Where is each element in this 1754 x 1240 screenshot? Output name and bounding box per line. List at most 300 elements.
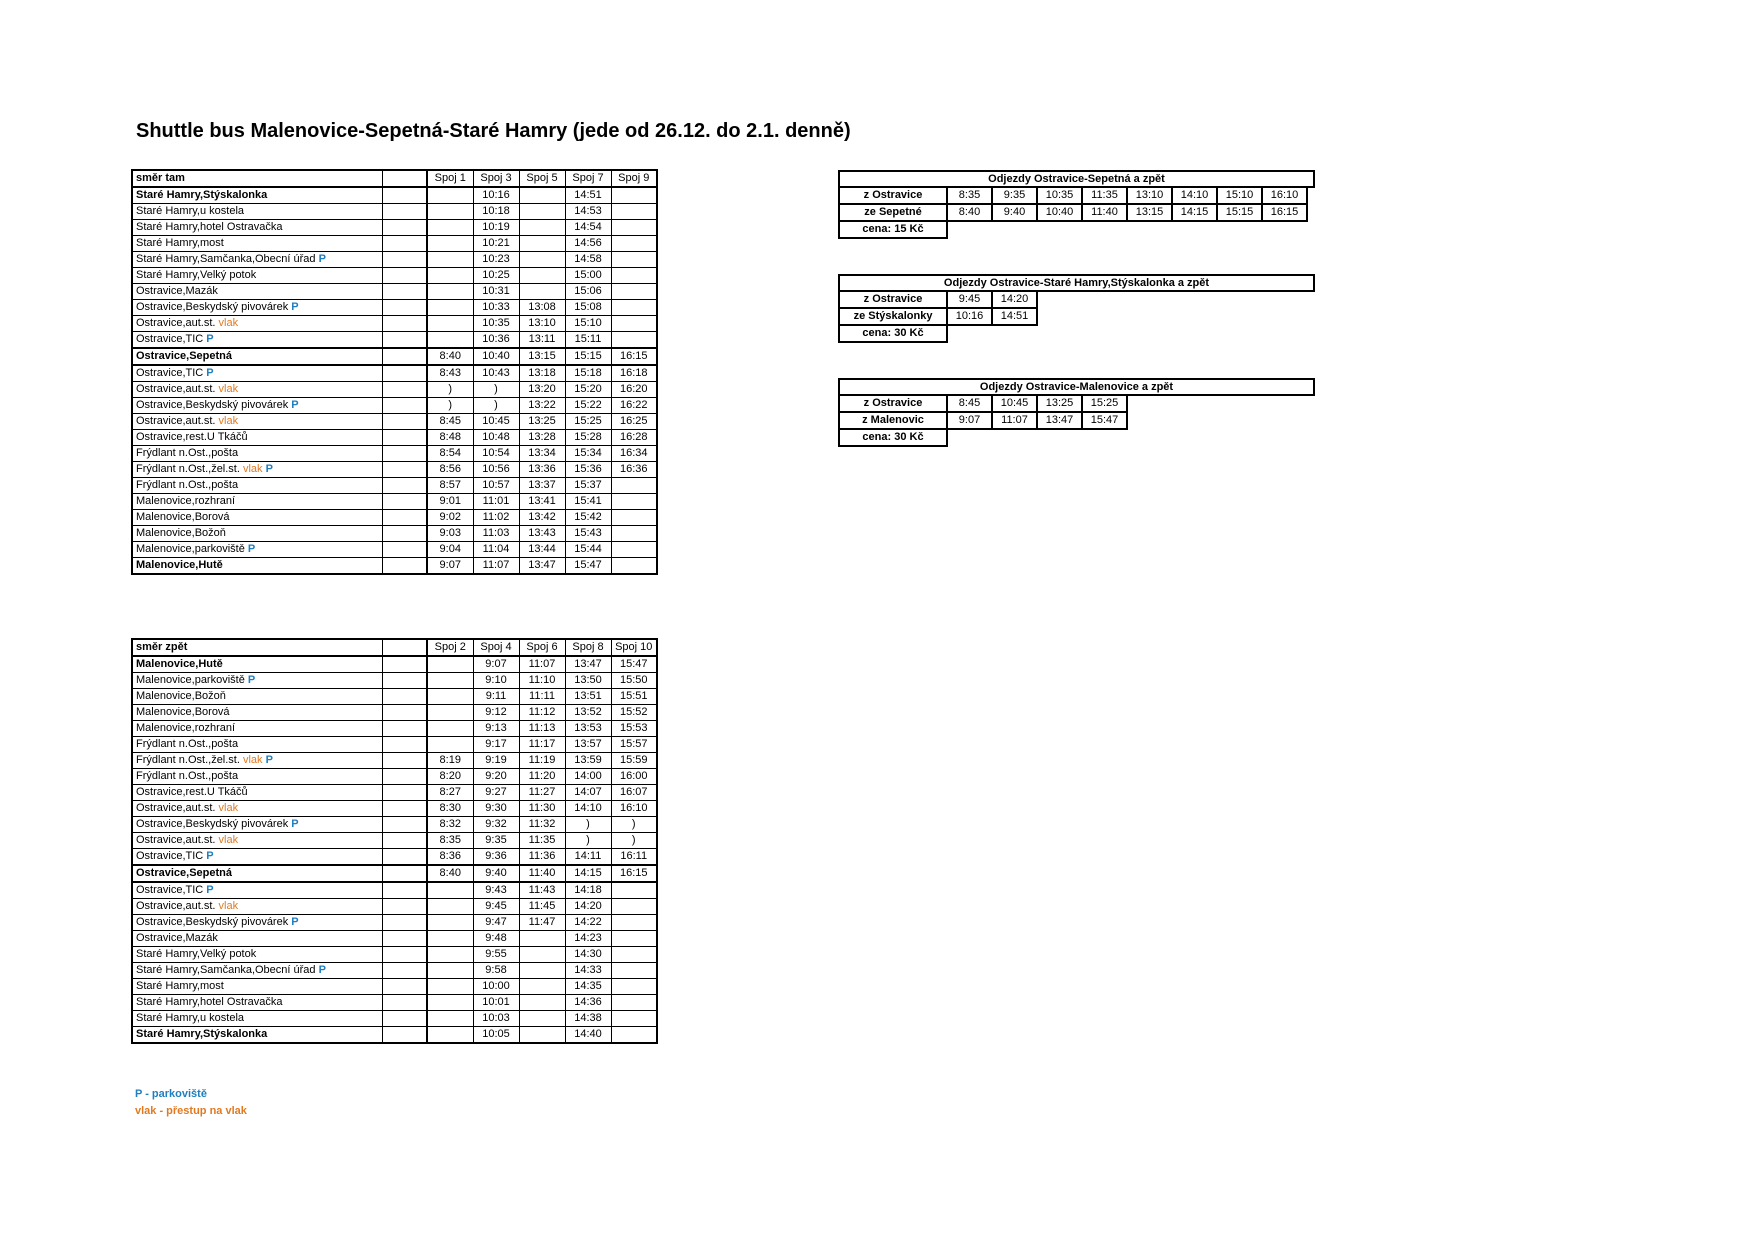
- time-cell: 13:57: [565, 737, 611, 753]
- time-cell: 15:59: [611, 753, 657, 769]
- time-cell: 11:35: [519, 833, 565, 849]
- direction-label: směr tam: [132, 170, 382, 187]
- table-row: [132, 753, 657, 769]
- time-cell: 14:51: [565, 187, 611, 204]
- time-cell: 13:47: [1037, 412, 1082, 429]
- table-row: [132, 785, 657, 801]
- stop-name: [132, 931, 382, 947]
- time-cell: 13:53: [565, 721, 611, 737]
- spacer-cell: [382, 1011, 427, 1027]
- table-row: [132, 689, 657, 705]
- table-row: [132, 398, 657, 414]
- stop-label: Staré Hamry,hotel Ostravačka: [136, 996, 283, 1008]
- parking-marker: P: [206, 850, 214, 862]
- stop-name: [132, 656, 382, 673]
- time-cell: [611, 220, 657, 236]
- trip-header: Spoj 3: [473, 170, 519, 187]
- time-cell: 13:36: [519, 462, 565, 478]
- time-cell: [427, 947, 473, 963]
- side-row-label: ze Sepetné: [839, 204, 947, 221]
- time-cell: 14:33: [565, 963, 611, 979]
- stop-label: Ostravice,rest.U Tkáčů: [136, 786, 248, 798]
- side-timetable: [838, 186, 1308, 239]
- table-row: [132, 365, 657, 382]
- time-cell: 9:01: [427, 494, 473, 510]
- stop-label: Ostravice,Sepetná: [136, 350, 232, 362]
- time-cell: [519, 236, 565, 252]
- spacer-cell: [382, 365, 427, 382]
- side-row: [839, 204, 1307, 221]
- time-cell: [427, 915, 473, 931]
- time-cell: 9:11: [473, 689, 519, 705]
- time-cell: 8:40: [427, 348, 473, 365]
- time-cell: 9:10: [473, 673, 519, 689]
- train-marker: vlak: [218, 834, 239, 846]
- time-cell: 8:45: [947, 395, 992, 412]
- time-cell: 14:18: [565, 882, 611, 899]
- time-cell: 9:48: [473, 931, 519, 947]
- stop-label: Ostravice,TIC: [136, 850, 204, 862]
- time-cell: [611, 204, 657, 220]
- stop-label: Malenovice,Hutě: [136, 559, 223, 571]
- time-cell: 13:25: [519, 414, 565, 430]
- spacer-cell: [382, 721, 427, 737]
- stop-name: [132, 865, 382, 882]
- spacer-cell: [382, 931, 427, 947]
- stop-name: [132, 365, 382, 382]
- time-cell: 10:05: [473, 1027, 519, 1044]
- stop-label: Ostravice,TIC: [136, 367, 204, 379]
- table-row: [132, 252, 657, 268]
- time-cell: 15:18: [565, 365, 611, 382]
- stop-label: Staré Hamry,most: [136, 237, 224, 249]
- time-cell: [519, 268, 565, 284]
- time-cell: 10:00: [473, 979, 519, 995]
- time-cell: [519, 1027, 565, 1044]
- table-row: [132, 833, 657, 849]
- time-cell: 14:23: [565, 931, 611, 947]
- time-cell: ): [611, 817, 657, 833]
- spacer-cell: [382, 673, 427, 689]
- time-cell: 10:35: [473, 316, 519, 332]
- time-cell: [611, 300, 657, 316]
- time-cell: 11:02: [473, 510, 519, 526]
- time-cell: 9:47: [473, 915, 519, 931]
- time-cell: 13:52: [565, 705, 611, 721]
- time-cell: 14:56: [565, 236, 611, 252]
- time-cell: 13:11: [519, 332, 565, 349]
- time-cell: 11:01: [473, 494, 519, 510]
- spacer-cell: [382, 268, 427, 284]
- time-cell: 11:17: [519, 737, 565, 753]
- time-cell: 8:32: [427, 817, 473, 833]
- time-cell: 10:33: [473, 300, 519, 316]
- time-cell: [611, 236, 657, 252]
- time-cell: 15:52: [611, 705, 657, 721]
- side-timetable: [838, 290, 1038, 343]
- time-cell: 14:36: [565, 995, 611, 1011]
- time-cell: [427, 252, 473, 268]
- side-table-title: Odjezdy Ostravice-Staré Hamry,Stýskalonka a zpět: [838, 274, 1315, 292]
- stop-label: Malenovice,Borová: [136, 706, 230, 718]
- time-cell: 15:15: [1217, 204, 1262, 221]
- stop-label: Ostravice,aut.st.: [136, 317, 216, 329]
- time-cell: 13:47: [519, 558, 565, 575]
- spacer-cell: [382, 1027, 427, 1044]
- time-cell: 15:10: [1217, 187, 1262, 204]
- stop-label: Staré Hamry,Velký potok: [136, 948, 257, 960]
- time-cell: 14:07: [565, 785, 611, 801]
- train-marker: vlak: [218, 900, 239, 912]
- stop-label: Staré Hamry,u kostela: [136, 1012, 245, 1024]
- time-cell: ): [565, 817, 611, 833]
- time-cell: [611, 1027, 657, 1044]
- time-cell: [427, 204, 473, 220]
- time-cell: [611, 494, 657, 510]
- time-cell: 15:22: [565, 398, 611, 414]
- time-cell: 9:12: [473, 705, 519, 721]
- parking-marker: P: [318, 964, 326, 976]
- time-cell: 8:35: [947, 187, 992, 204]
- stop-name: [132, 478, 382, 494]
- table-row: [132, 769, 657, 785]
- stop-label: Ostravice,aut.st.: [136, 834, 216, 846]
- time-cell: 14:10: [1172, 187, 1217, 204]
- stop-name: [132, 510, 382, 526]
- time-cell: [611, 963, 657, 979]
- time-cell: [427, 931, 473, 947]
- table-row: [132, 882, 657, 899]
- stop-name: [132, 801, 382, 817]
- time-cell: [427, 220, 473, 236]
- spacer-cell: [382, 817, 427, 833]
- stop-label: Ostravice,aut.st.: [136, 383, 216, 395]
- stop-name: [132, 236, 382, 252]
- stop-name: [132, 204, 382, 220]
- parking-marker: P: [291, 818, 299, 830]
- spacer-cell: [382, 833, 427, 849]
- stop-label: Staré Hamry,most: [136, 980, 224, 992]
- time-cell: 15:50: [611, 673, 657, 689]
- time-cell: 15:47: [1082, 412, 1127, 429]
- time-cell: 13:37: [519, 478, 565, 494]
- stop-label: Staré Hamry,Samčanka,Obecní úřad: [136, 253, 316, 265]
- time-cell: 11:27: [519, 785, 565, 801]
- time-cell: 10:40: [1037, 204, 1082, 221]
- table-row: [132, 204, 657, 220]
- train-marker: vlak: [218, 802, 239, 814]
- time-cell: 13:10: [519, 316, 565, 332]
- time-cell: [427, 705, 473, 721]
- side-row-label: z Ostravice: [839, 395, 947, 412]
- time-cell: 10:54: [473, 446, 519, 462]
- time-cell: 16:15: [1262, 204, 1307, 221]
- time-cell: 9:32: [473, 817, 519, 833]
- time-cell: 11:40: [519, 865, 565, 882]
- time-cell: [427, 995, 473, 1011]
- time-cell: 9:27: [473, 785, 519, 801]
- time-cell: 15:25: [1082, 395, 1127, 412]
- price-label: cena: 15 Kč: [839, 221, 947, 238]
- time-cell: 11:12: [519, 705, 565, 721]
- stop-label: Ostravice,Sepetná: [136, 867, 232, 879]
- time-cell: 13:15: [1127, 204, 1172, 221]
- table-row: [132, 995, 657, 1011]
- time-cell: 16:00: [611, 769, 657, 785]
- time-cell: 13:43: [519, 526, 565, 542]
- time-cell: 14:35: [565, 979, 611, 995]
- stop-name: [132, 963, 382, 979]
- time-cell: 13:25: [1037, 395, 1082, 412]
- side-row-label: z Ostravice: [839, 291, 947, 308]
- stop-label: Staré Hamry,Stýskalonka: [136, 189, 268, 201]
- time-cell: [611, 899, 657, 915]
- time-cell: 10:19: [473, 220, 519, 236]
- spacer-cell: [382, 220, 427, 236]
- time-cell: 16:15: [611, 348, 657, 365]
- side-table-title: Odjezdy Ostravice-Malenovice a zpět: [838, 378, 1315, 396]
- time-cell: 16:15: [611, 865, 657, 882]
- time-cell: 16:07: [611, 785, 657, 801]
- spacer-cell: [382, 252, 427, 268]
- stop-label: Ostravice,aut.st.: [136, 415, 216, 427]
- time-cell: 11:04: [473, 542, 519, 558]
- time-cell: ): [473, 398, 519, 414]
- spacer-cell: [382, 332, 427, 349]
- time-cell: 9:19: [473, 753, 519, 769]
- table-header-row: [132, 170, 657, 187]
- time-cell: 10:45: [473, 414, 519, 430]
- time-cell: 10:23: [473, 252, 519, 268]
- time-cell: 8:40: [947, 204, 992, 221]
- spacer-cell: [382, 963, 427, 979]
- time-cell: [519, 252, 565, 268]
- time-cell: 15:28: [565, 430, 611, 446]
- stop-label: Malenovice,Božoň: [136, 690, 226, 702]
- spacer-cell: [382, 510, 427, 526]
- time-cell: 15:15: [565, 348, 611, 365]
- time-cell: 15:06: [565, 284, 611, 300]
- time-cell: 14:20: [565, 899, 611, 915]
- train-marker: vlak: [218, 383, 239, 395]
- time-cell: 10:45: [992, 395, 1037, 412]
- time-cell: 11:10: [519, 673, 565, 689]
- stop-name: [132, 785, 382, 801]
- stop-name: [132, 899, 382, 915]
- time-cell: 10:16: [473, 187, 519, 204]
- time-cell: 10:03: [473, 1011, 519, 1027]
- table-row: [132, 510, 657, 526]
- direction-label: směr zpět: [132, 639, 382, 656]
- stop-name: [132, 542, 382, 558]
- table-row: [132, 268, 657, 284]
- time-cell: [519, 931, 565, 947]
- time-cell: [519, 284, 565, 300]
- stop-name: [132, 284, 382, 300]
- train-marker: vlak: [242, 463, 263, 475]
- time-cell: 8:19: [427, 753, 473, 769]
- parking-marker: P: [291, 399, 299, 411]
- stop-name: [132, 414, 382, 430]
- time-cell: 9:02: [427, 510, 473, 526]
- time-cell: 8:56: [427, 462, 473, 478]
- table-row: [132, 187, 657, 204]
- time-cell: 11:13: [519, 721, 565, 737]
- stop-label: Staré Hamry,u kostela: [136, 205, 245, 217]
- time-cell: 13:44: [519, 542, 565, 558]
- time-cell: [611, 542, 657, 558]
- stop-name: [132, 526, 382, 542]
- time-cell: [611, 979, 657, 995]
- time-cell: 16:36: [611, 462, 657, 478]
- stop-label: Staré Hamry,Velký potok: [136, 269, 257, 281]
- table-row: [132, 542, 657, 558]
- spacer-cell: [382, 462, 427, 478]
- table-row: [132, 979, 657, 995]
- trip-header: Spoj 1: [427, 170, 473, 187]
- spacer-cell: [382, 204, 427, 220]
- time-cell: 8:40: [427, 865, 473, 882]
- stop-name: [132, 737, 382, 753]
- time-cell: [519, 947, 565, 963]
- parking-marker: P: [265, 463, 273, 475]
- time-cell: 15:51: [611, 689, 657, 705]
- side-row-label: z Malenovic: [839, 412, 947, 429]
- trip-header: [382, 639, 427, 656]
- time-cell: 14:38: [565, 1011, 611, 1027]
- time-cell: 14:11: [565, 849, 611, 866]
- spacer-cell: [382, 558, 427, 575]
- time-cell: [611, 187, 657, 204]
- stop-name: [132, 769, 382, 785]
- stop-name: [132, 817, 382, 833]
- time-cell: [611, 252, 657, 268]
- time-cell: 16:20: [611, 382, 657, 398]
- time-cell: 9:43: [473, 882, 519, 899]
- spacer-cell: [382, 284, 427, 300]
- table-row: [132, 316, 657, 332]
- table-row: [132, 494, 657, 510]
- stop-name: [132, 187, 382, 204]
- spacer-cell: [382, 494, 427, 510]
- spacer-cell: [382, 316, 427, 332]
- time-cell: 9:20: [473, 769, 519, 785]
- stop-label: Ostravice,Beskydský pivovárek: [136, 301, 289, 313]
- table-row: [132, 558, 657, 575]
- trip-header: Spoj 5: [519, 170, 565, 187]
- time-cell: 13:51: [565, 689, 611, 705]
- stop-label: Staré Hamry,Samčanka,Obecní úřad: [136, 964, 316, 976]
- time-cell: 8:30: [427, 801, 473, 817]
- time-cell: 14:51: [992, 308, 1037, 325]
- time-cell: 9:45: [947, 291, 992, 308]
- time-cell: [427, 656, 473, 673]
- time-cell: 16:18: [611, 365, 657, 382]
- time-cell: [611, 915, 657, 931]
- stop-name: [132, 462, 382, 478]
- time-cell: [427, 1011, 473, 1027]
- spacer-cell: [382, 187, 427, 204]
- time-cell: 8:45: [427, 414, 473, 430]
- table-row: [132, 817, 657, 833]
- time-cell: 15:43: [565, 526, 611, 542]
- time-cell: 15:10: [565, 316, 611, 332]
- time-cell: 16:10: [611, 801, 657, 817]
- time-cell: 14:10: [565, 801, 611, 817]
- stop-name: [132, 849, 382, 866]
- time-cell: 9:13: [473, 721, 519, 737]
- spacer-cell: [382, 398, 427, 414]
- time-cell: 8:54: [427, 446, 473, 462]
- time-cell: 8:20: [427, 769, 473, 785]
- time-cell: 11:43: [519, 882, 565, 899]
- table-row: [132, 673, 657, 689]
- time-cell: 10:48: [473, 430, 519, 446]
- time-cell: 9:04: [427, 542, 473, 558]
- spacer-cell: [382, 526, 427, 542]
- table-row: [132, 947, 657, 963]
- side-row-label: z Ostravice: [839, 187, 947, 204]
- stop-label: Ostravice,aut.st.: [136, 900, 216, 912]
- time-cell: 14:40: [565, 1027, 611, 1044]
- spacer-cell: [382, 236, 427, 252]
- parking-marker: P: [206, 333, 214, 345]
- stop-label: Ostravice,Beskydský pivovárek: [136, 916, 289, 928]
- stop-name: [132, 348, 382, 365]
- time-cell: 11:07: [473, 558, 519, 575]
- time-cell: 11:19: [519, 753, 565, 769]
- stop-name: [132, 1027, 382, 1044]
- spacer-cell: [382, 430, 427, 446]
- table-row: [132, 478, 657, 494]
- time-cell: 9:40: [992, 204, 1037, 221]
- stop-name: [132, 494, 382, 510]
- time-cell: [611, 558, 657, 575]
- table-row: [132, 348, 657, 365]
- time-cell: 10:16: [947, 308, 992, 325]
- time-cell: 9:17: [473, 737, 519, 753]
- parking-marker: P: [206, 884, 214, 896]
- time-cell: 11:40: [1082, 204, 1127, 221]
- spacer-cell: [382, 769, 427, 785]
- time-cell: 16:22: [611, 398, 657, 414]
- table-row: [132, 446, 657, 462]
- time-cell: ): [427, 382, 473, 398]
- stop-name: [132, 220, 382, 236]
- parking-marker: P: [206, 367, 214, 379]
- time-cell: 9:03: [427, 526, 473, 542]
- time-cell: 13:28: [519, 430, 565, 446]
- time-cell: [611, 510, 657, 526]
- table-row: [132, 705, 657, 721]
- stop-label: Malenovice,Božoň: [136, 527, 226, 539]
- table-row: [132, 915, 657, 931]
- table-row: [132, 801, 657, 817]
- table-row: [132, 462, 657, 478]
- side-timetable: [838, 394, 1128, 447]
- stop-label: Frýdlant n.Ost.,pošta: [136, 479, 239, 491]
- time-cell: 13:10: [1127, 187, 1172, 204]
- train-marker: vlak: [242, 754, 263, 766]
- parking-marker: P: [318, 253, 326, 265]
- time-cell: [611, 268, 657, 284]
- stop-name: [132, 268, 382, 284]
- time-cell: 9:07: [473, 656, 519, 673]
- table-row: [132, 1027, 657, 1044]
- time-cell: 14:53: [565, 204, 611, 220]
- parking-marker: P: [247, 674, 256, 686]
- time-cell: 13:42: [519, 510, 565, 526]
